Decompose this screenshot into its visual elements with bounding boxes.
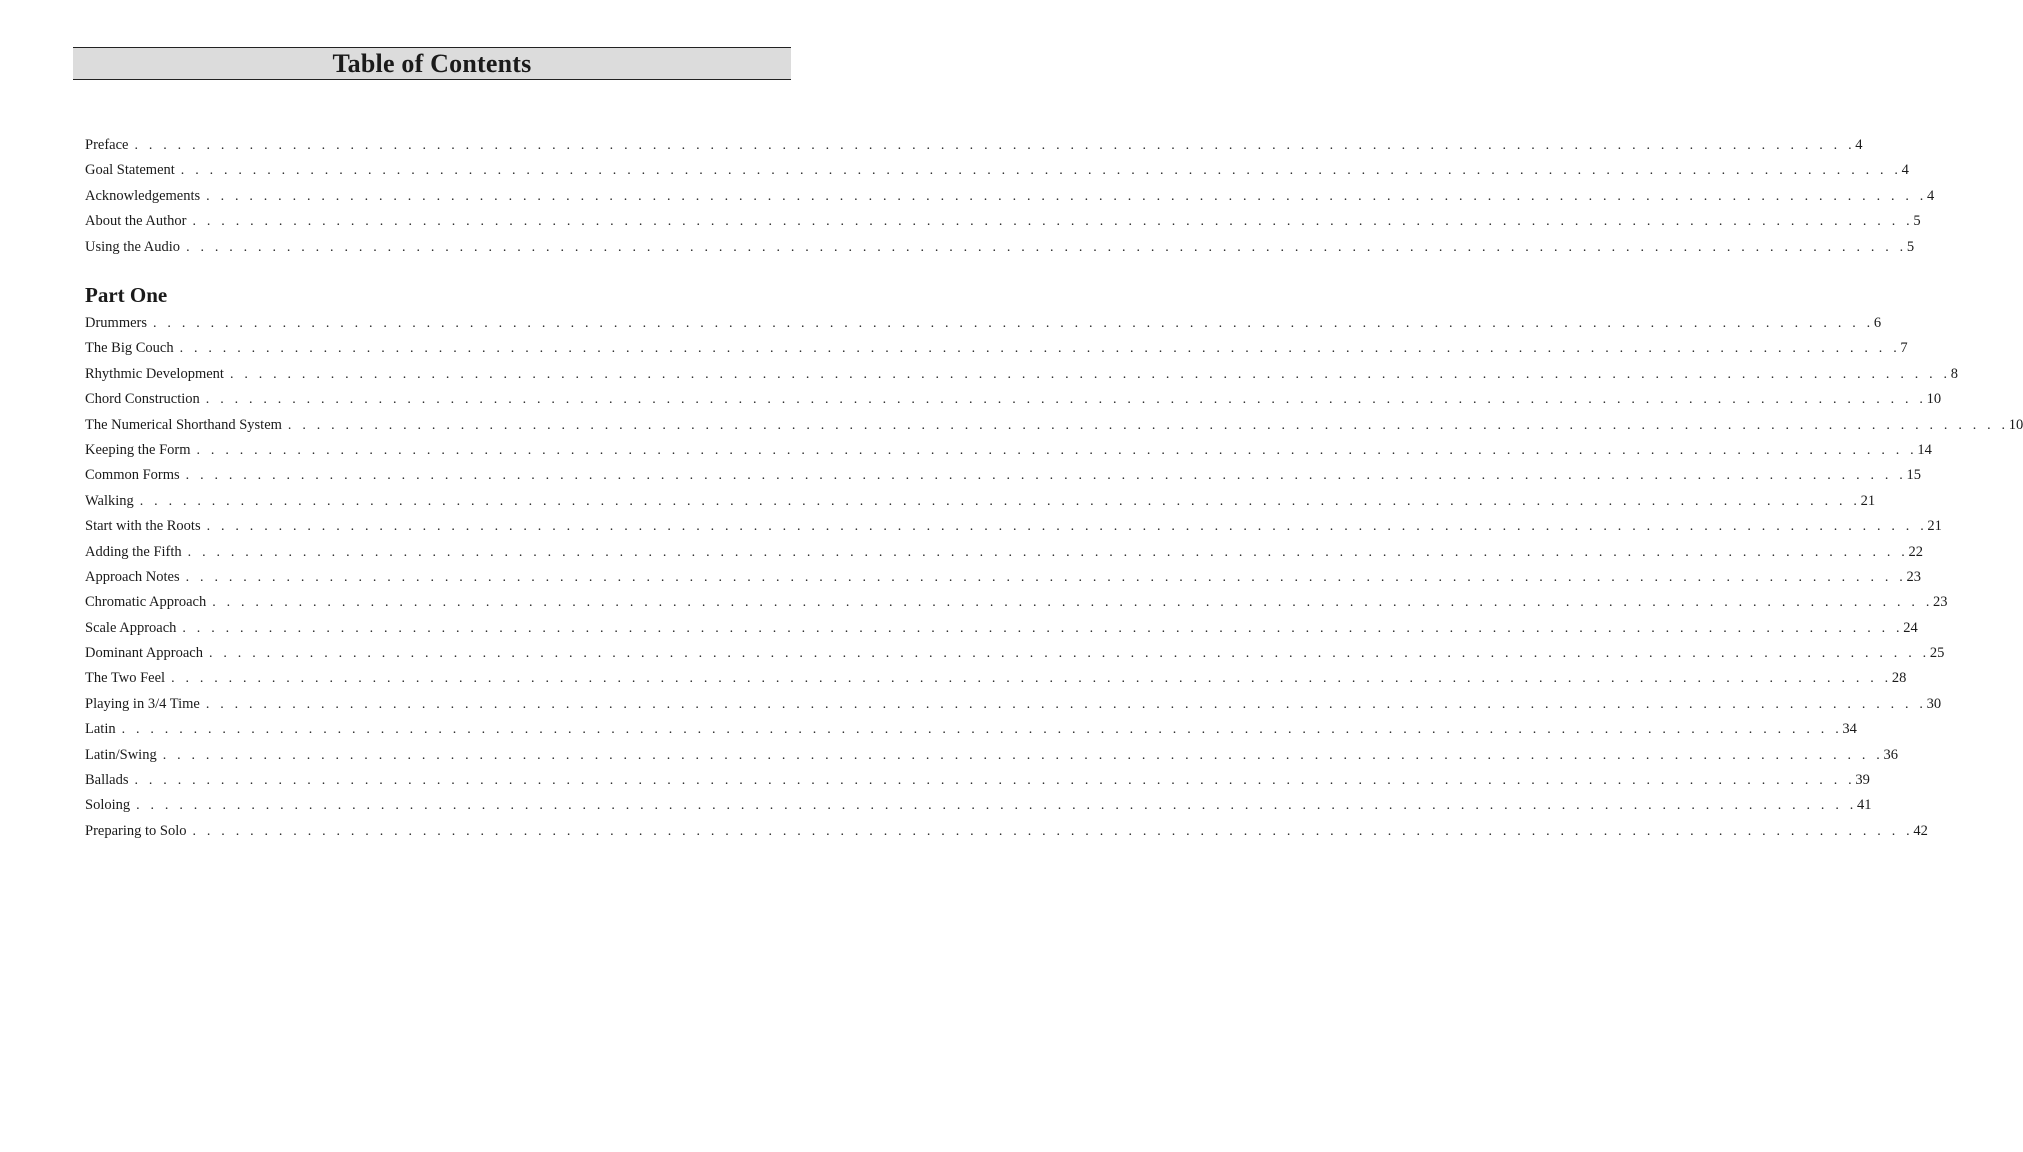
toc-entry-title: Start with the Roots — [85, 518, 201, 535]
toc-entry — [85, 797, 1872, 822]
toc-entry-page-number: 41 — [1856, 797, 1872, 814]
part-one-entry-list — [85, 315, 2023, 848]
toc-entry-page-number: 6 — [1873, 315, 1882, 331]
toc-entry-page-number: 14 — [1917, 441, 1932, 458]
dot-leader: . . . . . . . . . . . . . . . . . . . . . . . . . . . . . . . . . . . . . . . . . . . . . . . . . . . . . . . . . . . . . . . . . . . . . . . . . . . . . . . . . . . . . . . . . . . . . . . . . . . . . . . . . . . . . . . . . . . . . . . . — [206, 188, 1927, 204]
toc-entry-title: Dominant Approach — [85, 645, 203, 662]
toc-entry — [85, 492, 1876, 518]
toc-entry-page-number: 42 — [1913, 822, 1928, 839]
toc-entry — [85, 137, 1863, 162]
toc-entry-page-number: 5 — [1913, 213, 1921, 230]
toc-entry-title: Approach Notes — [85, 568, 180, 585]
dot-leader: . . . . . . . . . . . . . . . . . . . . . . . . . . . . . . . . . . . . . . . . . . . . . . . . . . . . . . . . . . . . . . . . . . . . . . . . . . . . . . . . . . . . . . . . . . . . . . . . . . . . . . . . . . . . . . . . . . . . . . . . — [136, 798, 1857, 814]
toc-entry-page-number: 10 — [2008, 416, 2023, 433]
toc-entry-title: Preparing to Solo — [85, 822, 187, 839]
toc-entry-title: Scale Approach — [85, 619, 177, 636]
toc-entry-page-number: 22 — [1908, 543, 1923, 560]
toc-entry-page-number: 34 — [1842, 721, 1857, 738]
dot-leader: . . . . . . . . . . . . . . . . . . . . . . . . . . . . . . . . . . . . . . . . . . . . . . . . . . . . . . . . . . . . . . . . . . . . . . . . . . . . . . . . . . . . . . . . . . . . . . . . . . . . . . . . . . . . . . . . . . . . . . . . — [186, 239, 1907, 255]
toc-entry-page-number: 5 — [1906, 238, 1915, 255]
toc-entry — [85, 822, 1928, 848]
toc-entry — [85, 391, 1942, 416]
toc-entry — [85, 162, 1909, 187]
toc-entry-title: About the Author — [85, 213, 187, 230]
dot-leader: . . . . . . . . . . . . . . . . . . . . . . . . . . . . . . . . . . . . . . . . . . . . . . . . . . . . . . . . . . . . . . . . . . . . . . . . . . . . . . . . . . . . . . . . . . . . . . . . . . . . . . . . . . . . . . . . . . . . . . . . — [185, 468, 1907, 484]
dot-leader: . . . . . . . . . . . . . . . . . . . . . . . . . . . . . . . . . . . . . . . . . . . . . . . . . . . . . . . . . . . . . . . . . . . . . . . . . . . . . . . . . . . . . . . . . . . . . . . . . . . . . . . . . . . . . . . . . . . . . . . . — [182, 620, 1904, 636]
toc-entry-page-number: 24 — [1903, 619, 1918, 636]
dot-leader: . . . . . . . . . . . . . . . . . . . . . . . . . . . . . . . . . . . . . . . . . . . . . . . . . . . . . . . . . . . . . . . . . . . . . . . . . . . . . . . . . . . . . . . . . . . . . . . . . . . . . . . . . . . . . . . . . . . . . . . . — [134, 773, 1856, 789]
toc-entry-page-number: 10 — [1926, 391, 1942, 408]
toc-entry — [85, 695, 1942, 721]
toc-entry-page-number: 4 — [1855, 137, 1863, 153]
page-title: Table of Contents — [332, 48, 532, 78]
toc-entry — [85, 213, 1921, 238]
dot-leader: . . . . . . . . . . . . . . . . . . . . . . . . . . . . . . . . . . . . . . . . . . . . . . . . . . . . . . . . . . . . . . . . . . . . . . . . . . . . . . . . . . . . . . . . . . . . . . . . . . . . . . . . . . . . . . . . . . . . . . . . — [187, 544, 1909, 560]
dot-leader: . . . . . . . . . . . . . . . . . . . . . . . . . . . . . . . . . . . . . . . . . . . . . . . . . . . . . . . . . . . . . . . . . . . . . . . . . . . . . . . . . . . . . . . . . . . . . . . . . . . . . . . . . . . . . . . . . . . . . . . . — [180, 163, 1902, 179]
toc-entry-page-number: 21 — [1927, 518, 1942, 535]
toc-entry-title: Acknowledgements — [85, 187, 201, 204]
toc-entry — [85, 467, 1921, 492]
dot-leader: . . . . . . . . . . . . . . . . . . . . . . . . . . . . . . . . . . . . . . . . . . . . . . . . . . . . . . . . . . . . . . . . . . . . . . . . . . . . . . . . . . . . . . . . . . . . . . . . . . . . . . . . . . . . . . . . . . . . . . . . — [134, 138, 1856, 153]
dot-leader: . . . . . . . . . . . . . . . . . . . . . . . . . . . . . . . . . . . . . . . . . . . . . . . . . . . . . . . . . . . . . . . . . . . . . . . . . . . . . . . . . . . . . . . . . . . . . . . . . . . . . . . . . . . . . . . . . . . . . . . . — [121, 722, 1843, 738]
dot-leader: . . . . . . . . . . . . . . . . . . . . . . . . . . . . . . . . . . . . . . . . . . . . . . . . . . . . . . . . . . . . . . . . . . . . . . . . . . . . . . . . . . . . . . . . . . . . . . . . . . . . . . . . . . . . . . . . . . . . . . . . — [287, 417, 2009, 433]
toc-entry — [85, 746, 1899, 772]
dot-leader: . . . . . . . . . . . . . . . . . . . . . . . . . . . . . . . . . . . . . . . . . . . . . . . . . . . . . . . . . . . . . . . . . . . . . . . . . . . . . . . . . . . . . . . . . . . . . . . . . . . . . . . . . . . . . . . . . . . . . . . . — [196, 442, 1918, 458]
dot-leader: . . . . . . . . . . . . . . . . . . . . . . . . . . . . . . . . . . . . . . . . . . . . . . . . . . . . . . . . . . . . . . . . . . . . . . . . . . . . . . . . . . . . . . . . . . . . . . . . . . . . . . . . . . . . . . . . . . . . . . . . — [229, 366, 1951, 382]
toc-entry — [85, 365, 1958, 391]
toc-entry — [85, 543, 1923, 569]
toc-entry-page-number: 28 — [1891, 670, 1907, 687]
dot-leader: . . . . . . . . . . . . . . . . . . . . . . . . . . . . . . . . . . . . . . . . . . . . . . . . . . . . . . . . . . . . . . . . . . . . . . . . . . . . . . . . . . . . . . . . . . . . . . . . . . . . . . . . . . . . . . . . . . . . . . . . — [171, 671, 1892, 687]
dot-leader: . . . . . . . . . . . . . . . . . . . . . . . . . . . . . . . . . . . . . . . . . . . . . . . . . . . . . . . . . . . . . . . . . . . . . . . . . . . . . . . . . . . . . . . . . . . . . . . . . . . . . . . . . . . . . . . . . . . . . . . . — [192, 823, 1914, 839]
toc-entry-page-number: 8 — [1950, 365, 1958, 382]
toc-entry — [85, 721, 1857, 746]
toc-entry-title: Common Forms — [85, 467, 180, 484]
toc-entry-title: The Big Couch — [85, 340, 174, 357]
title-banner — [73, 47, 791, 80]
dot-leader: . . . . . . . . . . . . . . . . . . . . . . . . . . . . . . . . . . . . . . . . . . . . . . . . . . . . . . . . . . . . . . . . . . . . . . . . . . . . . . . . . . . . . . . . . . . . . . . . . . . . . . . . . . . . . . . . . . . . . . . . — [209, 646, 1930, 662]
dot-leader: . . . . . . . . . . . . . . . . . . . . . . . . . . . . . . . . . . . . . . . . . . . . . . . . . . . . . . . . . . . . . . . . . . . . . . . . . . . . . . . . . . . . . . . . . . . . . . . . . . . . . . . . . . . . . . . . . . . . . . . . — [192, 214, 1914, 230]
toc-entry-page-number: 30 — [1926, 695, 1942, 712]
dot-leader: . . . . . . . . . . . . . . . . . . . . . . . . . . . . . . . . . . . . . . . . . . . . . . . . . . . . . . . . . . . . . . . . . . . . . . . . . . . . . . . . . . . . . . . . . . . . . . . . . . . . . . . . . . . . . . . . . . . . . . . . — [162, 747, 1884, 763]
toc-entry-page-number: 25 — [1929, 645, 1945, 662]
dot-leader: . . . . . . . . . . . . . . . . . . . . . . . . . . . . . . . . . . . . . . . . . . . . . . . . . . . . . . . . . . . . . . . . . . . . . . . . . . . . . . . . . . . . . . . . . . . . . . . . . . . . . . . . . . . . . . . . . . . . . . . . — [205, 696, 1927, 712]
toc-entry — [85, 645, 1945, 670]
toc-entry-page-number: 23 — [1933, 594, 1948, 611]
toc-entry-title: Keeping the Form — [85, 441, 191, 458]
toc-entry — [85, 416, 2023, 442]
dot-leader: . . . . . . . . . . . . . . . . . . . . . . . . . . . . . . . . . . . . . . . . . . . . . . . . . . . . . . . . . . . . . . . . . . . . . . . . . . . . . . . . . . . . . . . . . . . . . . . . . . . . . . . . . . . . . . . . . . . . . . . . — [212, 595, 1934, 611]
toc-entry-page-number: 39 — [1855, 772, 1870, 789]
toc-entry — [85, 441, 1932, 467]
toc-entry-title: Ballads — [85, 772, 129, 789]
toc-entry — [85, 619, 1918, 645]
dot-leader: . . . . . . . . . . . . . . . . . . . . . . . . . . . . . . . . . . . . . . . . . . . . . . . . . . . . . . . . . . . . . . . . . . . . . . . . . . . . . . . . . . . . . . . . . . . . . . . . . . . . . . . . . . . . . . . . . . . . . . . . — [153, 316, 1874, 331]
toc-entry-title: Drummers — [85, 315, 148, 331]
toc-entry-title: Latin — [85, 721, 116, 738]
toc-entry — [85, 568, 1921, 594]
toc-entry-title: Walking — [85, 492, 134, 509]
section-heading-part-one: Part One — [85, 283, 168, 307]
toc-entry — [85, 238, 1915, 264]
toc-entry — [85, 518, 1942, 543]
toc-entry-page-number: 21 — [1860, 492, 1876, 509]
toc-entry-title: The Numerical Shorthand System — [85, 416, 282, 433]
toc-entry — [85, 187, 1935, 213]
dot-leader: . . . . . . . . . . . . . . . . . . . . . . . . . . . . . . . . . . . . . . . . . . . . . . . . . . . . . . . . . . . . . . . . . . . . . . . . . . . . . . . . . . . . . . . . . . . . . . . . . . . . . . . . . . . . . . . . . . . . . . . . — [179, 341, 1901, 357]
dot-leader: . . . . . . . . . . . . . . . . . . . . . . . . . . . . . . . . . . . . . . . . . . . . . . . . . . . . . . . . . . . . . . . . . . . . . . . . . . . . . . . . . . . . . . . . . . . . . . . . . . . . . . . . . . . . . . . . . . . . . . . . — [139, 493, 1861, 509]
toc-entry-title: Chromatic Approach — [85, 594, 207, 611]
toc-entry — [85, 315, 1882, 340]
toc-entry-title: Goal Statement — [85, 162, 175, 179]
toc-entry-title: The Two Feel — [85, 670, 166, 687]
toc-entry — [85, 340, 1908, 365]
toc-entry-page-number: 7 — [1900, 340, 1908, 357]
toc-entry-title: Rhythmic Development — [85, 365, 224, 382]
toc-entry-page-number: 15 — [1906, 467, 1921, 484]
toc-entry — [85, 594, 1948, 619]
dot-leader: . . . . . . . . . . . . . . . . . . . . . . . . . . . . . . . . . . . . . . . . . . . . . . . . . . . . . . . . . . . . . . . . . . . . . . . . . . . . . . . . . . . . . . . . . . . . . . . . . . . . . . . . . . . . . . . . . . . . . . . . — [205, 392, 1927, 408]
toc-entry-title: Soloing — [85, 797, 131, 814]
toc-entry — [85, 670, 1907, 695]
toc-entry-title: Chord Construction — [85, 391, 200, 408]
toc-entry-title: Latin/Swing — [85, 746, 157, 763]
toc-entry-title: Playing in 3/4 Time — [85, 695, 200, 712]
dot-leader: . . . . . . . . . . . . . . . . . . . . . . . . . . . . . . . . . . . . . . . . . . . . . . . . . . . . . . . . . . . . . . . . . . . . . . . . . . . . . . . . . . . . . . . . . . . . . . . . . . . . . . . . . . . . . . . . . . . . . . . . — [185, 569, 1907, 585]
toc-entry-page-number: 36 — [1883, 746, 1899, 763]
toc-entry-title: Preface — [85, 137, 129, 153]
toc-entry-title: Using the Audio — [85, 238, 181, 255]
dot-leader: . . . . . . . . . . . . . . . . . . . . . . . . . . . . . . . . . . . . . . . . . . . . . . . . . . . . . . . . . . . . . . . . . . . . . . . . . . . . . . . . . . . . . . . . . . . . . . . . . . . . . . . . . . . . . . . . . . . . . . . . — [206, 519, 1928, 535]
toc-entry-title: Adding the Fifth — [85, 543, 182, 560]
intro-entry-list — [85, 137, 1935, 264]
toc-entry-page-number: 23 — [1906, 568, 1921, 585]
toc-entry — [85, 772, 1870, 797]
toc-entry-page-number: 4 — [1926, 187, 1935, 204]
toc-entry-page-number: 4 — [1901, 162, 1909, 179]
